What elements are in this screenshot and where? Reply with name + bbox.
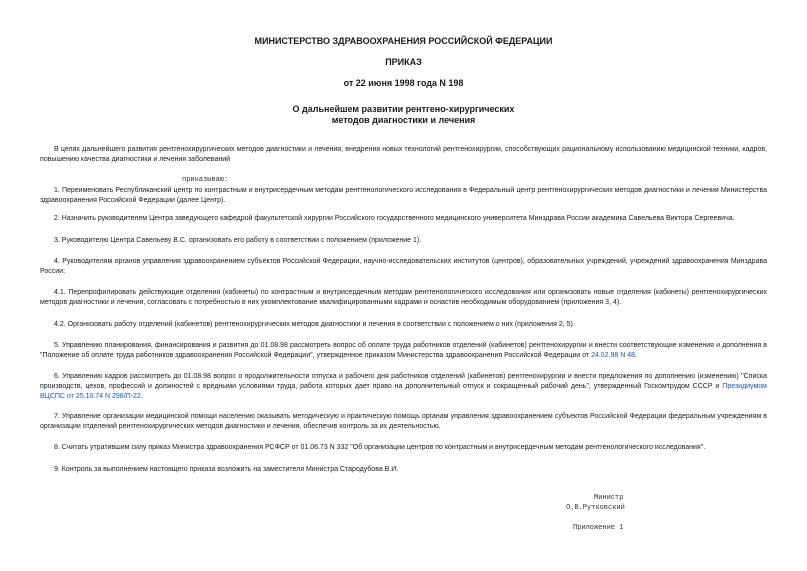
doc-title-line-1: О дальнейшем развитии рентгено-хирургических bbox=[292, 104, 515, 114]
vcsps-decree-link[interactable]: Президиумом ВЦСПС от 25.10.74 N 298/П-22 bbox=[40, 383, 767, 400]
doc-title-line-2: методов диагностики и лечения bbox=[331, 115, 476, 125]
date-number: от 22 июня 1998 года N 198 bbox=[343, 78, 464, 88]
order-48-link[interactable]: 24.02.98 N 48 bbox=[591, 352, 636, 359]
paragraph-6-end: . bbox=[140, 393, 143, 400]
paragraph-2: 2. Назначить руководителем Центра заведующего кафедрой факультетской хирургии Российского государственного медицинского университета Минздрава России академика Савельева Виктора Сергеевича. bbox=[54, 215, 735, 222]
order-word: приказываю: bbox=[182, 176, 229, 184]
paragraph-9: 9. Контроль за выполнением настоящего приказа возложить на заместителя Министра Стародубова В.И. bbox=[54, 466, 399, 473]
paragraph-4-1: 4.1. Перепрофилировать действующие отделения (кабинеты) по контрастным и внутрисердечным методам рентгенологического исследования или организовать новые отделения (кабинеты) рентгенохирургических методов диагностики и лечения, согласовать с потребностью в них укомплектование квалифицированными кадрами и оснастив необходимым оборудованием (приложения 3, 4). bbox=[40, 289, 767, 306]
paragraph-7: 7. Управление организации медицинской помощи населению оказывать методическую и практическую помощь органам управления здравоохранением субъектов Российской Федерации федеральным учреждениям в организации отделений рентгенохирургических методов диагностики и лечения, обеспечив контроль за их деятельностью. bbox=[40, 413, 767, 430]
paragraph-5-text: 5. Управлению планирования, финансирования и развития до 01.08.98 рассмотреть вопрос об оплате труда работников отделений (кабинетов) рентгенохирургии и внести соответствующие изменения и дополнения в "Положение об оплате труда работников здравоохранения Российской Федерации", утвержденное приказом Министерства здравоохранения Российской Федерации от bbox=[40, 342, 767, 359]
paragraph-4-2: 4.2. Организовать работу отделений (кабинетов) рентгенохирургических методов диагностики и лечения в соответствии с положением о них (приложения 2, 5). bbox=[54, 321, 575, 328]
paragraph-1: 1. Переименовать Республиканский центр по контрастным и внутрисердечным методам рентгенологического исследования в Федеральный центр рентгенохирургических методов диагностики и лечения Министерства здравоохранения Российской Федерации (далее Центр). bbox=[40, 187, 767, 204]
signature-position: Министр bbox=[594, 494, 624, 502]
ministry-heading: МИНИСТЕРСТВО ЗДРАВООХРАНЕНИЯ РОССИЙСКОЙ ФЕДЕРАЦИИ bbox=[254, 36, 553, 46]
appendix-label: Приложение 1 bbox=[573, 524, 624, 532]
paragraph-8: 8. Считать утратившим силу приказ Министра здравоохранения РСФСР от 01.06.73 N 332 "Об организации центров по контрастным и внутрисердечным методам рентгенологического исследования". bbox=[54, 444, 706, 451]
signature-name: О.В.Рутковский bbox=[566, 504, 625, 512]
paragraph-4: 4. Руководителям органов управления здравоохранением субъектов Российской Федерации, научно-исследовательских институтов (центров), образовательных учреждений, учреждений здравоохранения Минздрава России: bbox=[40, 258, 767, 275]
paragraph-5 bbox=[40, 341, 767, 361]
paragraph-5-end: . bbox=[635, 352, 637, 359]
paragraph-3: 3. Руководителю Центра Савельеву В.С. организовать его работу в соответствии с положением (приложение 1). bbox=[54, 237, 422, 244]
intro-paragraph: В целях дальнейшего развития рентгенохирургических методов диагностики и лечения, внедрения новых технологий рентгенохирургии, способствующих рациональному использованию медицинской техники, кадров, повышению качества диагностики и лечения заболеваний bbox=[40, 146, 767, 163]
paragraph-6-text: 6. Управлению кадров рассмотреть до 01.08.98 вопрос о продолжительности отпуска и рабочего дня работников отделений (кабинетов) рентгенохирургии и внести предложения по дополнению (изменению) "Списка производств, цехов, профессий и должностей с вредными условиями труда, работа которых дает право на дополнительный отпуск и сокращенный рабочий день", утвержденный Госкомтрудом СССР и bbox=[40, 373, 767, 390]
doc-type-heading: ПРИКАЗ bbox=[385, 57, 422, 67]
paragraph-6 bbox=[40, 372, 767, 402]
